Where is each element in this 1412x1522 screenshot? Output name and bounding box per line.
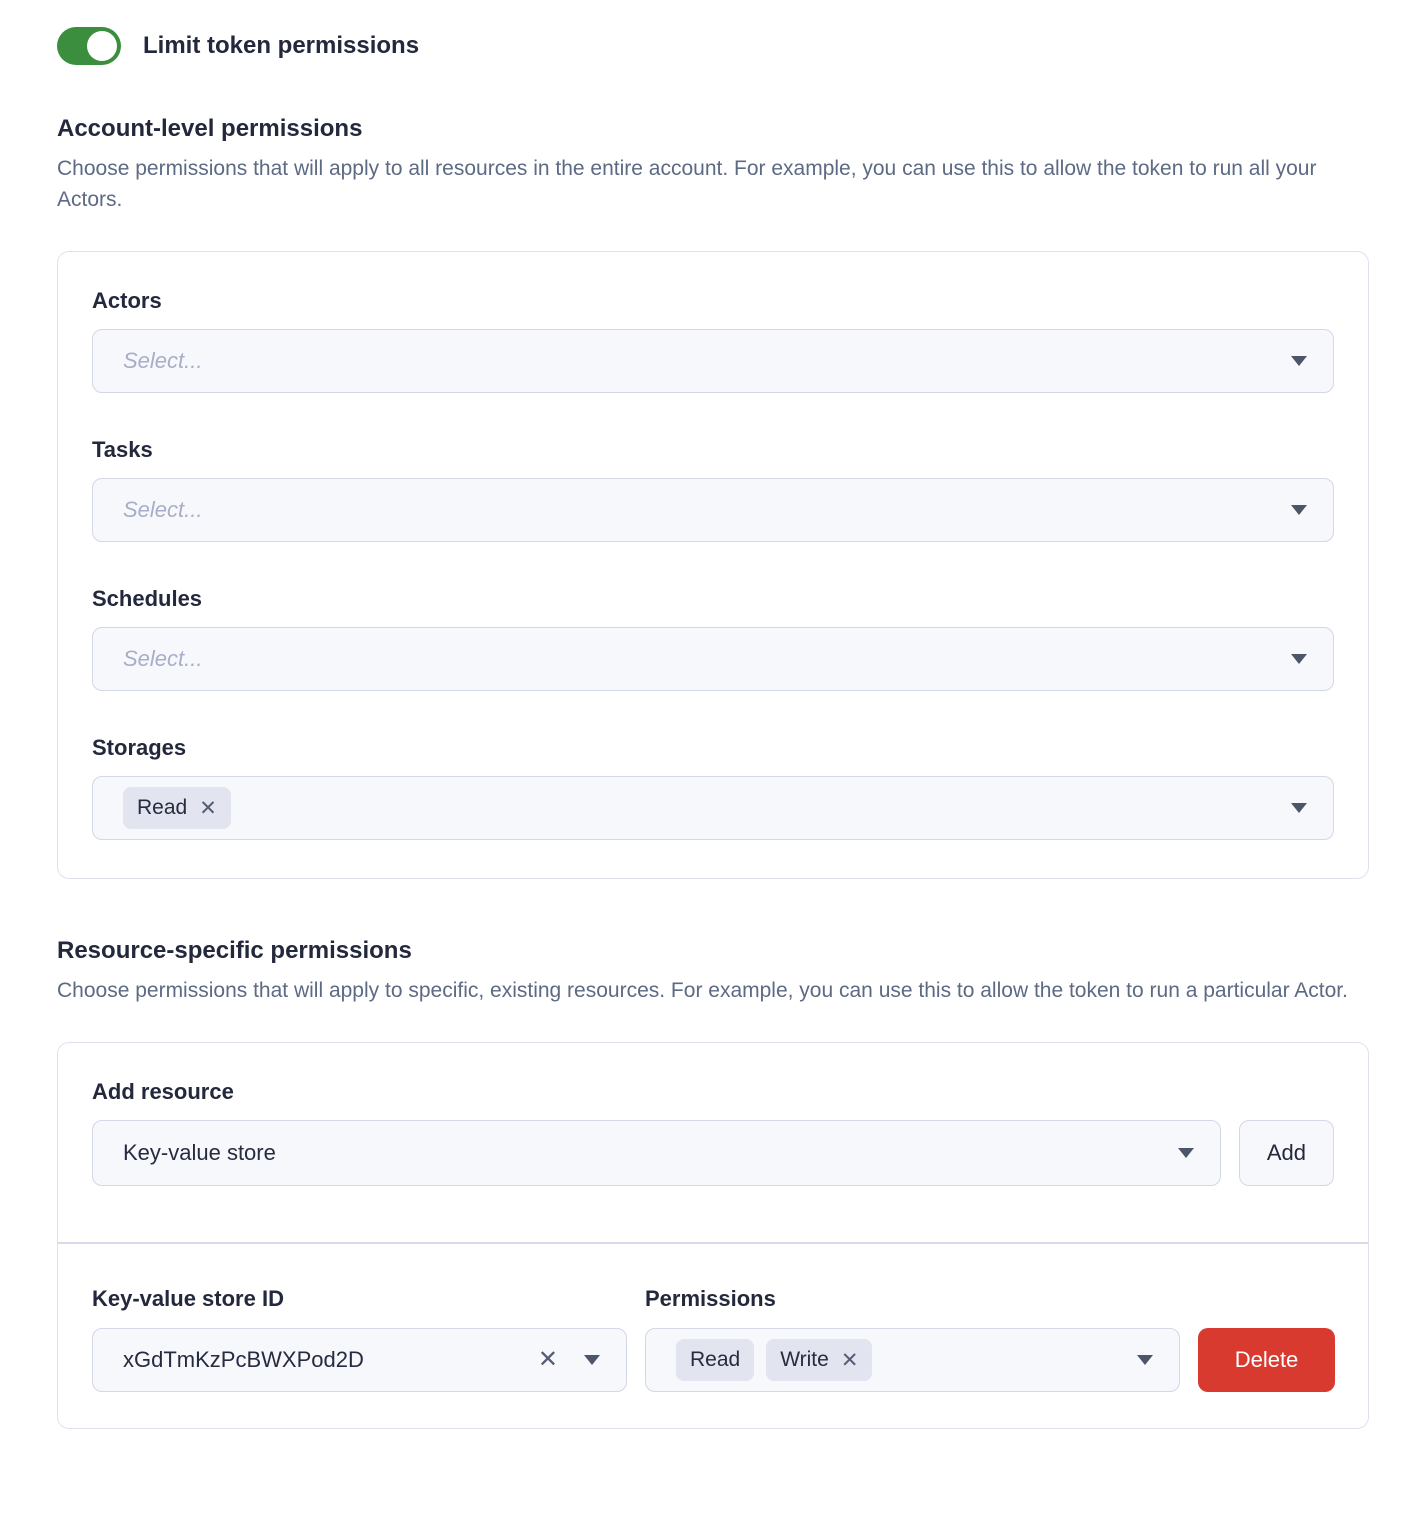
permissions-chip-read xyxy=(676,1339,754,1381)
resource-type-selected-value: Key-value store xyxy=(123,1140,276,1165)
account-permissions-title: Account-level permissions xyxy=(57,115,363,142)
schedules-select-placeholder: Select... xyxy=(123,646,203,671)
resource-row-section xyxy=(58,1242,1368,1428)
tasks-select[interactable] xyxy=(92,478,1334,542)
chip-label: Read xyxy=(137,796,188,819)
resource-type-select[interactable] xyxy=(92,1120,1221,1186)
resource-permissions-title: Resource-specific permissions xyxy=(57,937,412,964)
kvs-id-label: Key-value store ID xyxy=(92,1286,284,1311)
clear-icon[interactable]: ✕ xyxy=(537,1346,558,1373)
chevron-down-icon xyxy=(1291,356,1307,366)
permissions-column xyxy=(645,1286,1180,1392)
chip-label: Read xyxy=(690,1348,741,1371)
toggle-knob-icon xyxy=(87,31,117,61)
resource-permissions-description: Choose permissions that will apply to specific, existing resources. For example, you can use this to allow the token to run a particular Actor. xyxy=(57,979,1348,1002)
remove-icon[interactable]: ✕ xyxy=(840,1348,859,1372)
resource-permissions-card xyxy=(57,1042,1369,1429)
chevron-down-icon xyxy=(1178,1148,1194,1158)
permissions-chip-write xyxy=(766,1339,872,1381)
permissions-label: Permissions xyxy=(645,1286,776,1311)
actors-field xyxy=(92,288,1334,393)
account-permissions-description: Choose permissions that will apply to all resources in the entire account. For example, you can use this to allow the token to run all your Actors. xyxy=(57,157,1317,211)
add-resource-row xyxy=(92,1120,1334,1186)
delete-resource-button[interactable]: Delete xyxy=(1198,1328,1335,1392)
storages-field xyxy=(92,735,1334,840)
storages-select[interactable] xyxy=(92,776,1334,840)
kvs-id-column xyxy=(92,1286,627,1392)
storages-chip-read xyxy=(123,787,231,829)
delete-column xyxy=(1198,1328,1335,1392)
limit-token-permissions-label: Limit token permissions xyxy=(143,32,420,59)
chevron-down-icon xyxy=(584,1355,600,1365)
remove-icon[interactable]: ✕ xyxy=(199,796,217,820)
chevron-down-icon xyxy=(1137,1355,1153,1365)
limit-token-permissions-row xyxy=(57,27,1369,65)
permissions-select[interactable] xyxy=(645,1328,1180,1392)
storages-label: Storages xyxy=(92,735,187,760)
chevron-down-icon xyxy=(1291,654,1307,664)
limit-token-permissions-toggle[interactable] xyxy=(57,27,121,65)
add-resource-button[interactable]: Add xyxy=(1239,1120,1334,1186)
actors-label: Actors xyxy=(92,288,162,313)
kvs-id-value: xGdTmKzPcBWXPod2D xyxy=(123,1347,364,1372)
chevron-down-icon xyxy=(1291,803,1307,813)
resource-row xyxy=(92,1286,1334,1392)
chevron-down-icon xyxy=(1291,505,1307,515)
kvs-id-select[interactable] xyxy=(92,1328,627,1392)
chip-label: Write xyxy=(780,1348,829,1371)
schedules-label: Schedules xyxy=(92,586,203,611)
add-resource-section xyxy=(58,1043,1368,1242)
actors-select[interactable] xyxy=(92,329,1334,393)
schedules-field xyxy=(92,586,1334,691)
account-permissions-card xyxy=(57,251,1369,879)
account-permissions-card-body xyxy=(58,252,1368,878)
tasks-field xyxy=(92,437,1334,542)
add-resource-label: Add resource xyxy=(92,1079,234,1104)
actors-select-placeholder: Select... xyxy=(123,348,203,373)
tasks-select-placeholder: Select... xyxy=(123,497,203,522)
tasks-label: Tasks xyxy=(92,437,153,462)
schedules-select[interactable] xyxy=(92,627,1334,691)
